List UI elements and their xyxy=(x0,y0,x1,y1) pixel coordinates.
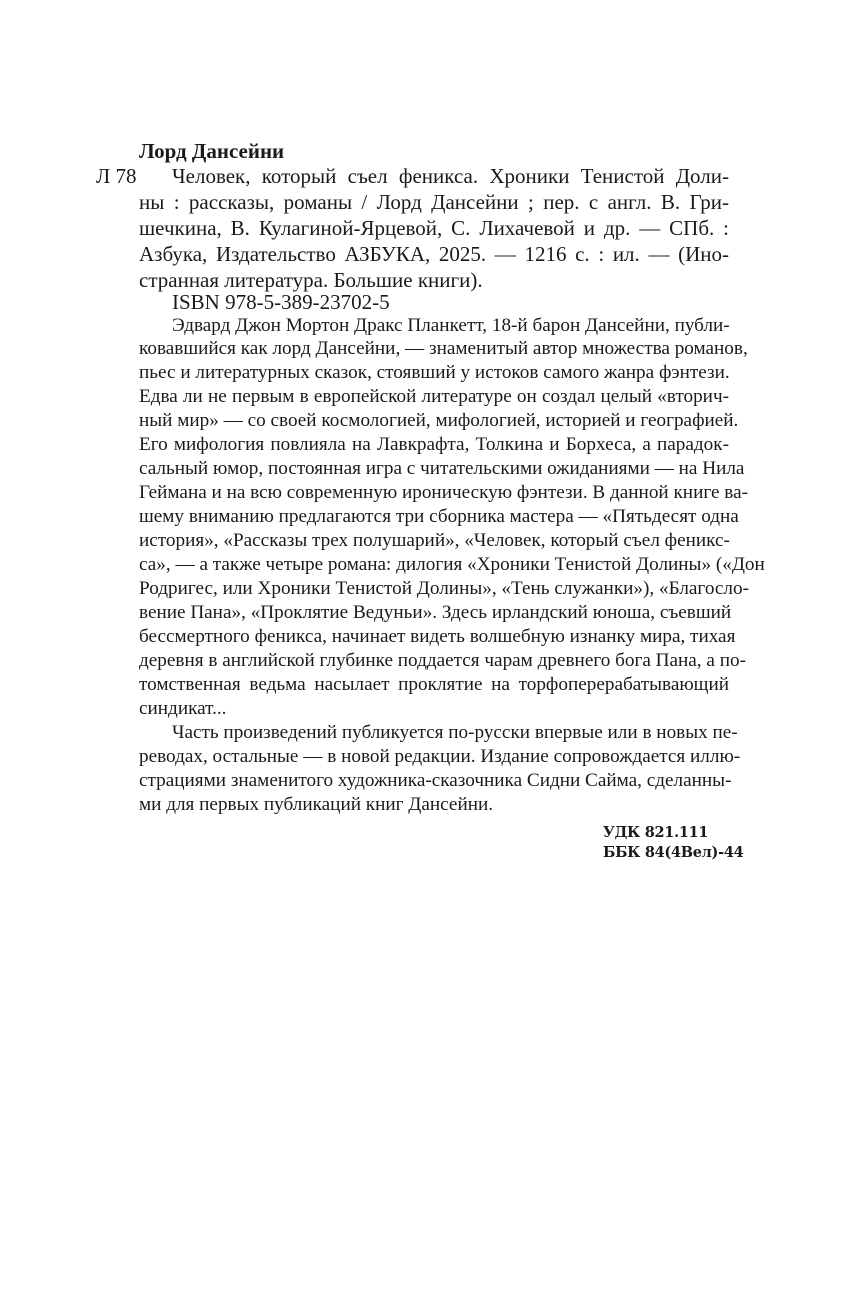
annotation-line: бессмертного феникса, начинает видеть волшебную изнанку мира, тихая xyxy=(139,626,736,647)
bib-line: Азбука, Издательство АЗБУКА, 2025. — 1216 с. : ил. — (Ино- xyxy=(139,242,729,266)
annotation-line: Его мифология повлияла на Лавкрафта, Толкина и Борхеса, а парадок- xyxy=(139,434,729,455)
annotation-line: Геймана и на всю современную ироническую фэнтези. В данной книге ва- xyxy=(139,482,748,503)
note-line: страциями знаменитого художника-сказочника Сидни Сайма, сделанны- xyxy=(139,770,732,791)
udk-code: УДК 821.111 xyxy=(603,824,709,841)
annotation-line: ный мир» — со своей космологией, мифологией, историей и географией. xyxy=(139,410,739,431)
annotation-line: томственная ведьма насылает проклятие на торфоперерабатывающий xyxy=(139,674,729,695)
annotation-line: деревня в английской глубинке поддается чарам древнего бога Пана, а по- xyxy=(139,650,746,671)
annotation-line: ковавшийся как лорд Дансейни, — знаменитый автор множества романов, xyxy=(139,338,748,359)
call-number: Л 78 xyxy=(96,164,137,188)
annotation-line: сальный юмор, постоянная игра с читательскими ожиданиями — на Нила xyxy=(139,458,745,479)
bib-line: странная литература. Большие книги). xyxy=(139,268,483,292)
author-heading: Лорд Дансейни xyxy=(139,139,285,163)
annotation-line: Эдвард Джон Мортон Дракс Планкетт, 18-й барон Дансейни, публи- xyxy=(172,315,730,336)
annotation-line: история», «Рассказы трех полушарий», «Человек, который съел феникс- xyxy=(139,530,730,551)
note-line: ми для первых публикаций книг Дансейни. xyxy=(139,794,494,815)
annotation-line: Родригес, или Хроники Тенистой Долины», «Тень служанки»), «Благосло- xyxy=(139,578,749,599)
bbk-code: ББК 84(4Вел)-44 xyxy=(603,844,744,861)
annotation-line: шему вниманию предлагаются три сборника мастера — «Пятьдесят одна xyxy=(139,506,739,527)
annotation-line: синдикат... xyxy=(139,698,227,719)
annotation-line: са», — а также четыре романа: дилогия «Хроники Тенистой Долины» («Дон xyxy=(139,554,765,575)
note-line: реводах, остальные — в новой редакции. Издание сопровождается иллю- xyxy=(139,746,741,767)
annotation-line: пьес и литературных сказок, стоявший у истоков самого жанра фэнтези. xyxy=(139,362,730,383)
annotation-line: Едва ли не первым в европейской литературе он создал целый «вторич- xyxy=(139,386,729,407)
note-line: Часть произведений публикуется по-русски впервые или в новых пе- xyxy=(172,722,738,743)
annotation-line: вение Пана», «Проклятие Ведуньи». Здесь ирландский юноша, съевший xyxy=(139,602,732,623)
bib-line: ны : рассказы, романы / Лорд Дансейни ; пер. с англ. В. Гри- xyxy=(139,190,729,214)
bib-line: Человек, который съел феникса. Хроники Тенистой Доли- xyxy=(172,164,729,188)
bib-line: шечкина, В. Кулагиной-Ярцевой, С. Лихачевой и др. — СПб. : xyxy=(139,216,729,240)
isbn: ISBN 978-5-389-23702-5 xyxy=(172,290,390,314)
